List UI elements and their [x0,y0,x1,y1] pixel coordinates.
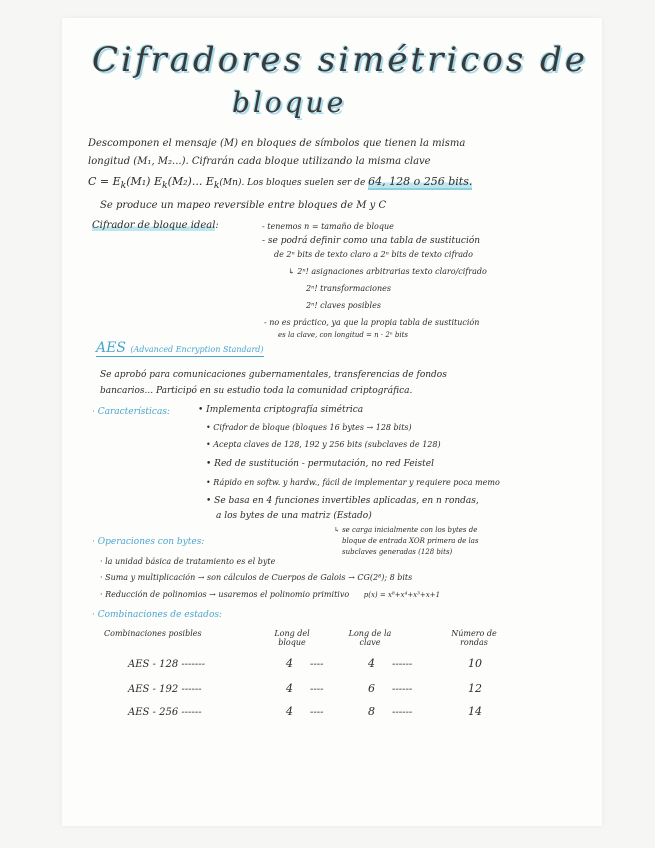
aes-heading: AES (Advanced Encryption Standard) [96,340,264,356]
ideal-bullet-4: 2ⁿ! transformaciones [306,284,391,293]
ideal-bullet-2b: de 2ⁿ bits de texto claro a 2ⁿ bits de texto cifrado [274,250,473,259]
char-1: • Implementa criptografía simétrica [198,405,364,415]
char-5: • Rápido en softw. y hardw., fácil de implementar y requiere poca memo [206,478,500,487]
col-header-block: Long del bloque [274,629,310,647]
characteristics-label: · Características: [92,407,170,417]
intro-line-2: longitud (M₁, M₂...). Cifrarán cada bloque utilizando la misma clave [88,156,431,167]
intro-line-1: Descomponen el mensaje (M) en bloques de símbolos que tienen la misma [88,138,466,149]
operation-1: · la unidad básica de tratamiento es el byte [100,557,276,566]
ideal-bullet-6: - no es práctico, ya que la propia tabla de sustitución [264,318,480,327]
page-title-line2: bloque [232,86,347,119]
aes-paragraph-2: bancarios... Participó en su estudio toda la comunidad criptográfica. [100,386,413,396]
intro-line-3: $C = E_k(M_1)$ $E_k(M_2)$... $E_k(Mn)$. Los bloques suelen ser de 64, 128 o 256 bits. [88,175,473,192]
operation-3: · Reducción de polinomios → usaremos el polinomio primitivo p(x) = x⁸+x⁴+x³+x+1 [100,590,441,599]
page-title-line1: Cifradores simétricos de [92,40,588,80]
combinations-label: · Combinaciones de estados: [92,610,223,620]
state-note-1: ↳ se carga inicialmente con los bytes de [334,526,478,534]
subscript-k: k [162,180,168,192]
ideal-bullet-1: - tenemos n = tamaño de bloque [262,222,394,231]
ideal-cipher-label: Cifrador de bloque ideal: [92,220,219,231]
char-6: • Se basa en 4 funciones invertibles aplicadas, en n rondas, [206,496,479,506]
col-header-key: Long de la clave [348,629,392,647]
state-note-3: subclaves generadas (128 bits) [342,548,453,556]
col-header-combinations: Combinaciones posibles [104,629,202,638]
ideal-bullet-6b: es la clave, con longitud = n · 2ⁿ bits [278,331,408,339]
char-2: • Cifrador de bloque (bloques 16 bytes → 128 bits) [206,423,412,432]
col-header-rounds: Número de rondas [451,629,497,647]
char-3: • Acepta claves de 128, 192 y 256 bits (subclaves de 128) [206,440,441,449]
char-6b: a los bytes de una matriz (Estado) [216,511,372,521]
operation-2: · Suma y multiplicación → son cálculos de Cuerpos de Galois → CG(2⁸); 8 bits [100,573,413,582]
char-4: • Red de sustitución - permutación, no red Feistel [206,459,434,469]
ideal-bullet-3: ↳ 2ⁿ! asignaciones arbitrarias texto claro/cifrado [288,267,487,276]
ideal-bullet-2: - se podrá definir como una tabla de sustitución [262,236,481,246]
block-sizes-highlight: 64, 128 o 256 bits. [368,175,473,188]
operations-label: · Operaciones con bytes: [92,537,205,547]
ideal-bullet-5: 2ⁿ! claves posibles [306,301,381,310]
state-note-2: bloque de entrada XOR primera de las [342,537,479,545]
aes-paragraph-1: Se aprobó para comunicaciones gubernamentales, transferencias de fondos [100,370,447,380]
mapping-line: Se produce un mapeo reversible entre bloques de M y C [100,200,387,211]
